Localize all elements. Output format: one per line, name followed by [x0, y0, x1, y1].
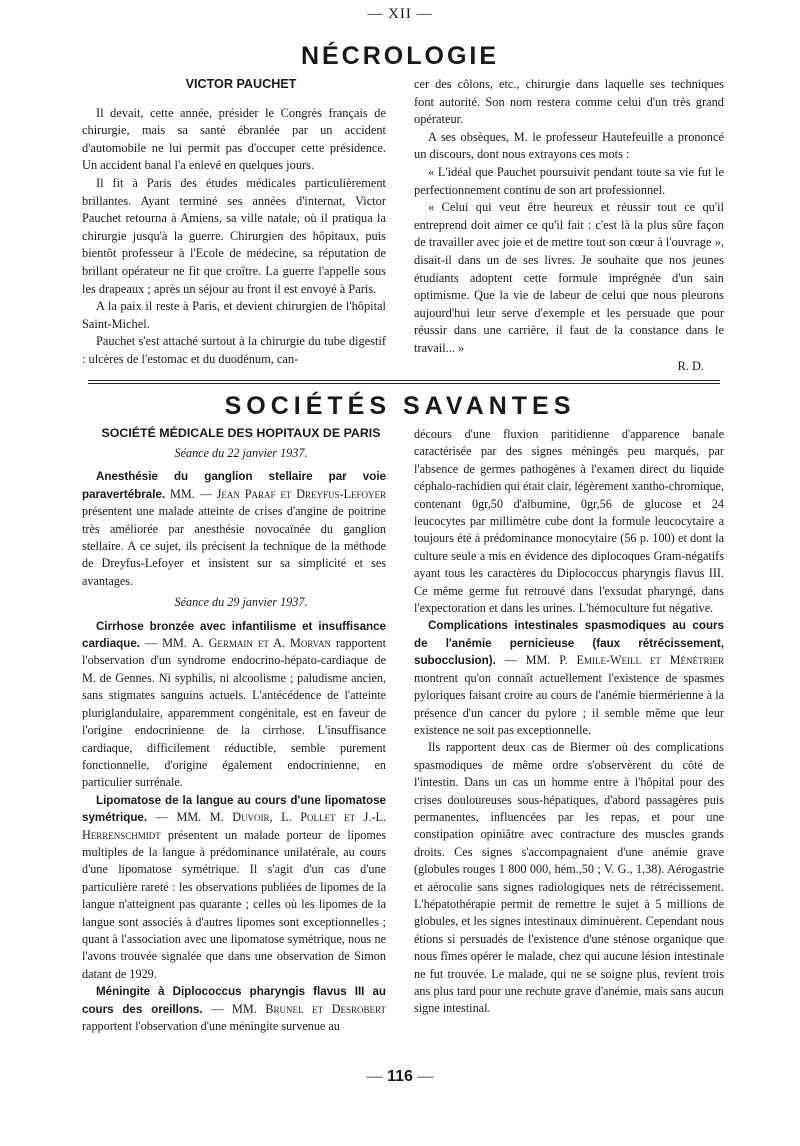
communication-authors: M. Duvoir, L. Pollet et J.-L. Herrenschmidt: [82, 810, 387, 842]
necrologie-paragraph: « L'idéal que Pauchet poursuivit pendant toute sa vie fut le perfectionnement continu de son art professionnel.: [414, 164, 724, 197]
societes-right-column: [414, 426, 724, 1018]
section-divider: [88, 383, 720, 384]
roman-folio: — XII —: [367, 6, 433, 22]
seance-date: Séance du 29 janvier 1937.: [174, 595, 308, 610]
continuation-paragraph: décours d'une fluxion paritidienne d'apparence banale caractérisée par des signes méningés peu marqués, par l'absence de germes pathogènes à l'examen direct du liquide céphalo-rachidien qui était clair, légèrement xantho-chromique, contenant 0gr,50 d'albumine, 0gr,56 de glucose et 24 leucocytes par millimètre cube dont la formule leucocytaire a toujours été à prédominance monocytaire (56 p. 100) et dont la culture seule a mis en évidence des diplocoques Gram-négatifs ayant tous les caractères du Diplococcus pharyngis flavus III. Ce même germe fut retrouvé dans l'exsudat pharyngé, dans l'expectoration et dans les urines. L'hémoculture fut négative.: [414, 427, 724, 616]
communication-text: montrent qu'on connaît actuellement l'existence de spasmes pyloriques faisant croire au cours de l'anémie biermérienne à la présence d'un cancer du pylore ; il semble même que leur existence ne soit pas exceptionnelle.: [414, 670, 724, 737]
communication-item: [82, 618, 386, 792]
necrologie-paragraph: Il devait, cette année, présider le Congrès français de chirurgie, mais sa santé ébranlée par un accident d'automobile ne lui permit pas d'occuper cette présidence. Un accident banal l'a enlevé en quelques jours.: [82, 105, 386, 173]
society-name: SOCIÉTÉ MÉDICALE DES HOPITAUX DE PARIS: [101, 426, 381, 440]
necrologie-paragraph: A la paix il reste à Paris, et devient chirurgien de l'hôpital Saint-Michel.: [82, 299, 386, 331]
footer-dash: —: [417, 1068, 434, 1085]
communication-text: rapportent l'observation d'une méningite survenue au: [82, 1019, 340, 1033]
necrologie-subtitle: VICTOR PAUCHET: [185, 77, 297, 91]
body-paragraph: Ils rapportent deux cas de Biermer où des complications spasmodiques de même ordre s'observèrent du côté de l'intestin. Dans un cas un homme entre à l'hôpital pour des crises douloureuses sous-hépatiques, d'abord passagères puis permanentes, influencées par les repas, et pour une constipation opiniâtre avec contracture des muscles grands droits. Ces signes s'accompagnaient d'une anémie grave (globules rouges 1 800 000, hém.,50 ; V. G., 1,38). Aérogastrie et aérocolie sans signes radiologiques nets de rétrécissement. L'hépatothérapie permit de remettre le sujet à 5 millions de globules, et les signes intestinaux diminuèrent. Cependant nous étions si persuadés de l'existence d'une sténose organique que nous fîmes opérer le malade, chez qui aucune lésion intestinale ne fut trouvée. Le malade, qui ne se soigne plus, revient trois ans plus tard pour une rechute grave d'anémie, mais sans aucun signe intestinal.: [414, 740, 724, 1016]
authors-prefix: — MM.: [504, 653, 551, 668]
societes-left-column: [82, 426, 386, 1035]
authors-prefix: — MM.: [155, 810, 202, 825]
societes-savantes-title: SOCIÉTÉS SAVANTES: [224, 392, 576, 420]
necrologie-paragraph: cer des côlons, etc., chirurgie dans laquelle ses techniques font autorité. Son nom restera comme celui d'un très grand opérateur.: [414, 77, 724, 127]
communication-subject: Cirrhose bronzée avec infantilisme et insuffisance cardiaque.: [82, 619, 386, 651]
communication-text: présentent une malade atteinte de crises d'angine de poitrine très améliorée par anesthésie novocaïnée du ganglion stellaire. A ce sujet, ils précisent la technique de la méthode de Dreyfus-Lefoyer et insistent sur sa simplicité et ses avantages.: [82, 504, 386, 588]
seance-date: Séance du 22 janvier 1937.: [174, 446, 308, 460]
necrologie-paragraph: « Celui qui veut être heureux et réussir tout ce qu'il entreprend doit aimer ce qu'il fait : c'est là la plus sûre façon de travailler avec joie et de mettre tout son cœur à l'ouvrage », disait-il dans un de ses livres. Je souhaite que nos jeunes étudiants adoptent cette formule imprégnée d'un sain optimisme. Que la vie de labeur de celui que nous pleurons aujourd'hui leur serve d'exemple et les persuade que pour réussir dans une carrière, il faut de la constance dans le travail... »: [414, 200, 724, 355]
necrologie-signature: R. D.: [677, 358, 704, 373]
communication-authors: Jean Paraf et Dreyfus-Lefoyer: [216, 486, 387, 501]
authors-prefix: — MM.: [144, 636, 187, 651]
authors-prefix: MM. —: [170, 486, 212, 501]
communication-authors: A. Germain et A. Morvan: [191, 636, 331, 651]
necrologie-paragraph: Pauchet s'est attaché surtout à la chirurgie du tube digestif : ulcères de l'estomac et du duodénum, can-: [82, 334, 386, 366]
communication-subject: Anesthésie du ganglion stellaire par voie paravertébrale.: [82, 470, 386, 501]
communication-item: [82, 792, 386, 983]
communication-subject: Lipomatose de la langue au cours d'une lipomatose symétrique.: [82, 793, 386, 825]
necrologie-title: NÉCROLOGIE: [300, 42, 500, 70]
footer-dash: —: [366, 1068, 383, 1085]
authors-prefix: — MM.: [211, 1001, 257, 1016]
page-number: 116: [387, 1068, 413, 1085]
necrologie-paragraph: Il fit à Paris des études médicales particulièrement brillantes. Ayant terminé ses années d'internat, Victor Pauchet retourna à Amiens, sa ville natale, où il pratiqua la chirurgie jusqu'à la guerre. Chirurgien des hôpitaux, puis bientôt professeur à l'Ecole de médecine, sa réputation de brillant opérateur ne fit que croître. La guerre l'appelle sous les drapeaux ; après un séjour au front il est envoyé à Paris.: [82, 175, 386, 296]
communication-item: [414, 617, 724, 739]
necrologie-left-column: [82, 76, 386, 369]
necrologie-right-column: [414, 76, 724, 375]
communication-authors: P. Emile-Weill et Ménétrier: [559, 653, 724, 668]
necrologie-paragraph: A ses obsèques, M. le professeur Hautefeuille a prononcé un discours, dont nous extrayons ces mots :: [414, 129, 724, 162]
communication-text: rapportent l'observation d'un syndrome endocrino-hépato-cardiaque de M. de Gennes. Ni syphilis, ni alcoolisme ; paludisme ancien, sans stigmates sanguins actuels. L'antécédence de l'atteinte pluriglandulaire, apparemment congénitale, est en faveur de l'origine endocrinienne de la cirrhose. L'insuffisance cardiaque, difficilement réductible, semble purement fonctionnelle, d'origine également endocrinienne, en particulier surrénale.: [82, 636, 387, 790]
communication-subject: Complications intestinales spasmodiques au cours de l'anémie pernicieuse (faux rétrécissement, subocclusion).: [414, 619, 724, 668]
communication-authors: Brunel et Desrobert: [265, 1001, 386, 1016]
communication-subject: Méningite à Diplococcus pharyngis flavus III au cours des oreillons.: [82, 985, 386, 1016]
communication-item: [82, 468, 386, 590]
section-divider: [88, 380, 720, 381]
communication-item: [82, 983, 386, 1035]
communication-text: présentent un malade porteur de lipomes multiples de la langue à prédominance unilatérale, au cours d'une lipomatose symétrique. Il s'agit d'un cas d'une particulière rareté : les observations publiées de lipomes de la langue n'atteignent pas quarante ; celles où les lipomes de la langue sont associés à d'autres lipomes sont exceptionnelles ; quant à l'association avec une lipomatose symétrique, nous ne l'avons trouvée signalée que dans une observation de Simon datant de 1929.: [82, 827, 387, 981]
page-footer: [0, 1068, 800, 1086]
